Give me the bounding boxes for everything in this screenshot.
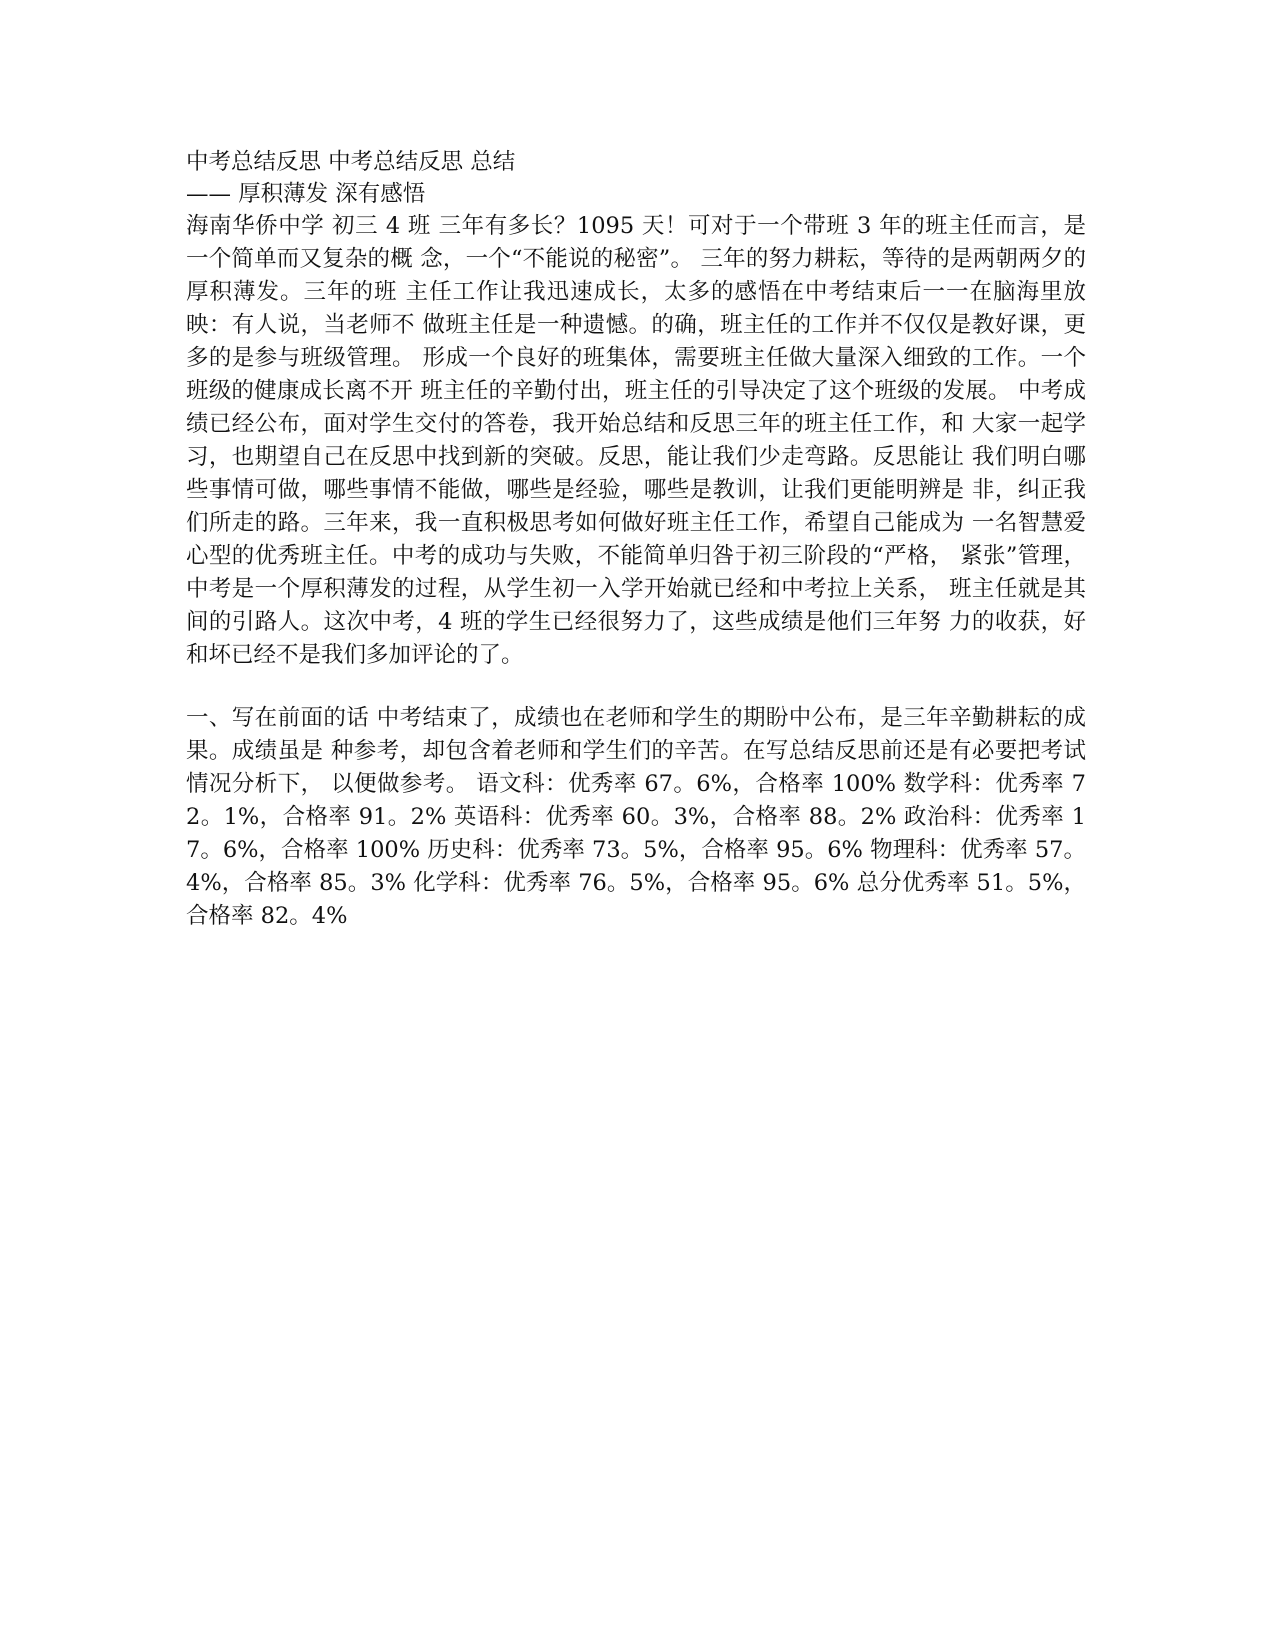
paragraph-section-1: 一、写在前面的话 中考结束了，成绩也在老师和学生的期盼中公布，是三年辛勤耕耘的成果。成绩虽是 种参考，却包含着老师和学生们的辛苦。在写总结反思前还是有必要把考试情况分析下， 以便做参考。 语文科：优秀率 67。6%，合格率 100% 数学科：优秀率 72。1%，合格率 91。2% 英语科：优秀率 60。3%，合格率 88。2% 政治科：优秀率 17。6%，合格率 100% 历史科：优秀率 73。5%，合格率 95。6% 物理科：优秀率 57。4%，合格率 85。3% 化学科：优秀率 76。5%，合格率 95。6% 总分优秀率 51。5%，合格率 82。4% xyxy=(186,705,1086,929)
paragraph-intro: 海南华侨中学 初三 4 班 三年有多长？1095 天！可对于一个带班 3 年的班主任而言，是一个简单而又复杂的概 念，一个“不能说的秘密”。 三年的努力耕耘，等待的是两朝两夕的厚积薄发。三年的班 主任工作让我迅速成长，太多的感悟在中考结束后一一在脑海里放映：有人说，当老师不 做班主任是一种遗憾。的确，班主任的工作并不仅仅是教好课，更多的是参与班级管理。 形成一个良好的班集体，需要班主任做大量深入细致的工作。一个班级的健康成长离不开 班主任的辛勤付出，班主任的引导决定了这个班级的发展。 中考成绩已经公布，面对学生交付的答卷，我开始总结和反思三年的班主任工作，和 大家一起学习，也期望自己在反思中找到新的突破。反思，能让我们少走弯路。反思能让 我们明白哪些事情可做，哪些事情不能做，哪些是经验，哪些是教训，让我们更能明辨是 非，纠正我们所走的路。三年来，我一直积极思考如何做好班主任工作，希望自己能成为 一名智慧爱心型的优秀班主任。中考的成功与失败，不能简单归咎于初三阶段的“严格， 紧张”管理，中考是一个厚积薄发的过程，从学生初一入学开始就已经和中考拉上关系， 班主任就是其间的引路人。这次中考，4 班的学生已经很努力了，这些成绩是他们三年努 力的收获，好和坏已经不是我们多加评论的了。 xyxy=(186,213,1086,668)
paragraph-spacer xyxy=(186,672,1086,702)
document-page xyxy=(186,146,1086,933)
document-title: 中考总结反思 中考总结反思 总结 xyxy=(186,149,516,175)
document-subtitle: —— 厚积薄发 深有感悟 xyxy=(186,181,426,207)
